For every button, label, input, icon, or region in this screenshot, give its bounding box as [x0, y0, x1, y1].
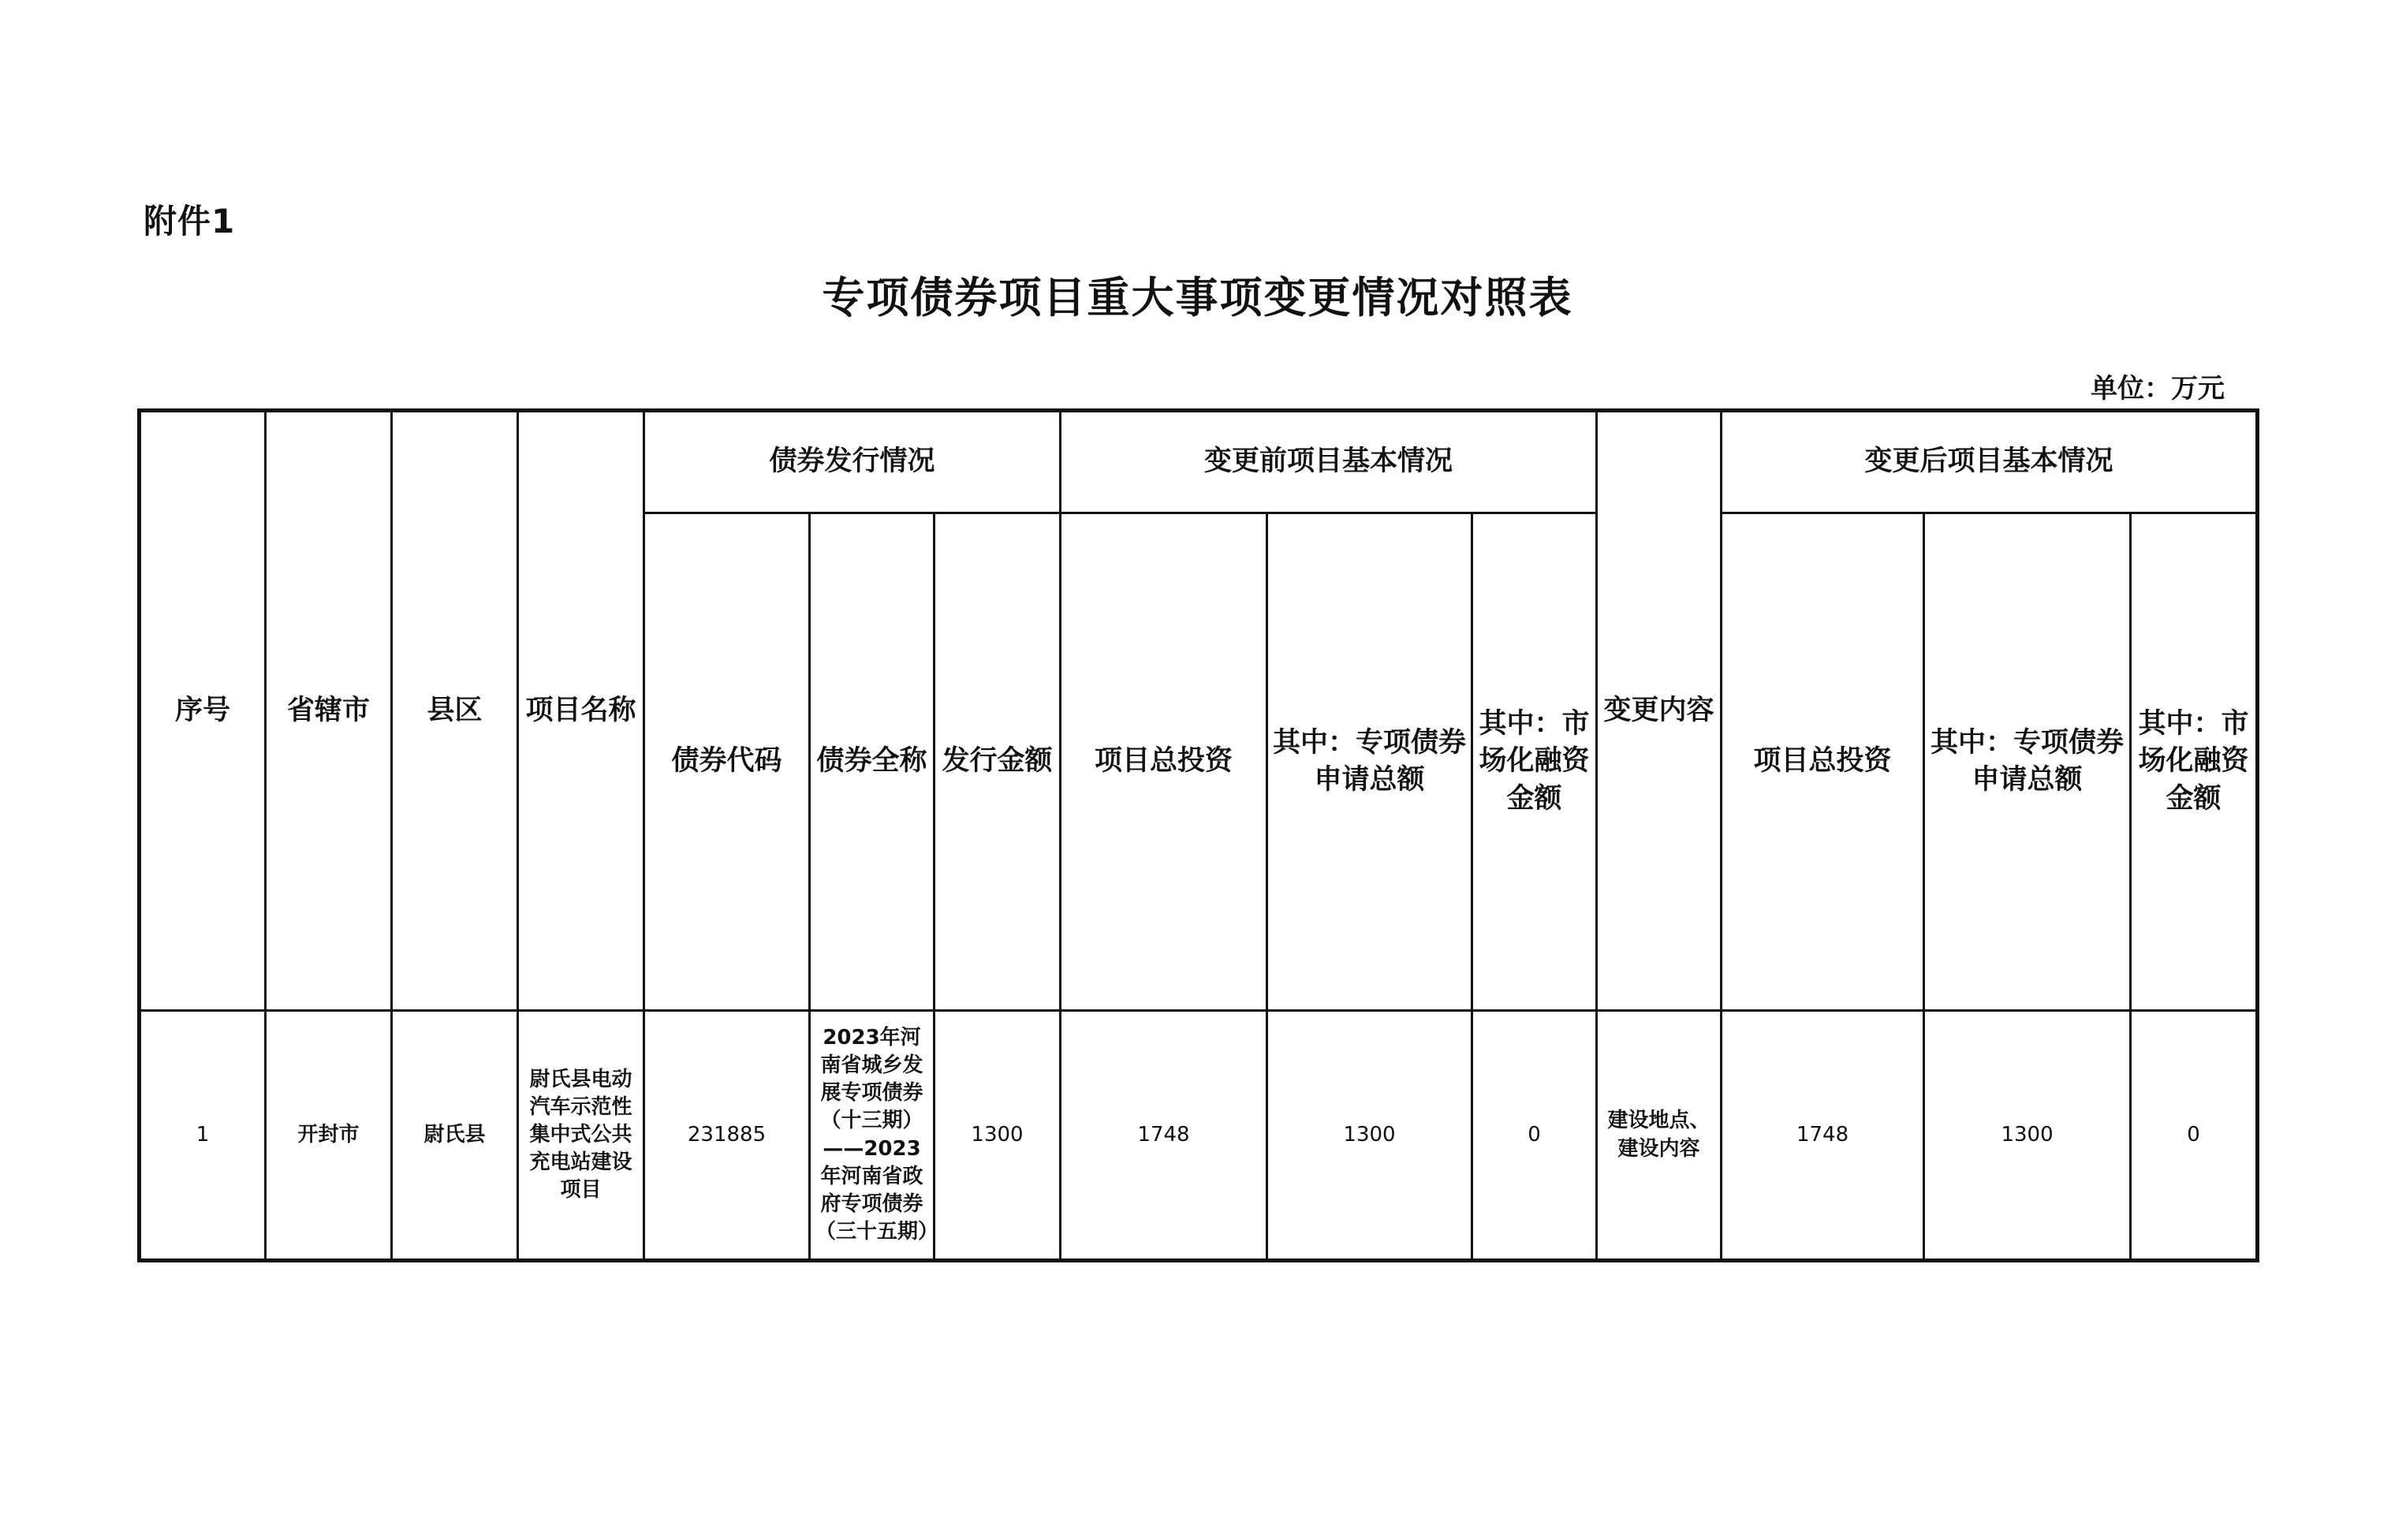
table-row — [140, 1011, 2258, 1261]
header-before-group: 变更前项目基本情况 — [1061, 411, 1597, 513]
cell-bond-code: 231885 — [644, 1011, 810, 1261]
cell-change-content: 建设地点、建设内容 — [1597, 1011, 1722, 1261]
cell-before-total: 1748 — [1061, 1011, 1267, 1261]
header-after-special: 其中：专项债券申请总额 — [1924, 513, 2131, 1011]
cell-bond-full-name: 2023年河南省城乡发展专项债券（十三期）——2023年河南省政府专项债券（三十五期） — [810, 1011, 934, 1261]
header-row-group — [140, 411, 2258, 513]
cell-issue-amount: 1300 — [934, 1011, 1061, 1261]
cell-city: 开封市 — [266, 1011, 392, 1261]
header-before-total: 项目总投资 — [1061, 513, 1267, 1011]
cell-project-name: 尉氏县电动汽车示范性集中式公共充电站建设项目 — [518, 1011, 644, 1261]
header-city: 省辖市 — [266, 411, 392, 1011]
header-after-market: 其中：市场化融资金额 — [2131, 513, 2258, 1011]
attachment-label: 附件1 — [144, 202, 236, 241]
header-change-content: 变更内容 — [1597, 411, 1722, 1011]
document-title: 专项债券项目重大事项变更情况对照表 — [822, 273, 1573, 323]
header-bond-code: 债券代码 — [644, 513, 810, 1011]
header-bond-full-name: 债券全称 — [810, 513, 934, 1011]
header-county: 县区 — [392, 411, 518, 1011]
header-before-special: 其中：专项债券申请总额 — [1267, 513, 1472, 1011]
cell-after-market: 0 — [2131, 1011, 2258, 1261]
header-after-total: 项目总投资 — [1722, 513, 1924, 1011]
cell-seq: 1 — [140, 1011, 266, 1261]
header-bond-group: 债券发行情况 — [644, 411, 1061, 513]
cell-after-total: 1748 — [1722, 1011, 1924, 1261]
header-seq: 序号 — [140, 411, 266, 1011]
change-comparison-table — [137, 408, 2259, 1262]
header-after-group: 变更后项目基本情况 — [1722, 411, 2258, 513]
header-issue-amount: 发行金额 — [934, 513, 1061, 1011]
cell-before-market: 0 — [1472, 1011, 1597, 1261]
cell-county: 尉氏县 — [392, 1011, 518, 1261]
header-before-market: 其中：市场化融资金额 — [1472, 513, 1597, 1011]
cell-after-special: 1300 — [1924, 1011, 2131, 1261]
header-project-name: 项目名称 — [518, 411, 644, 1011]
cell-before-special: 1300 — [1267, 1011, 1472, 1261]
unit-label: 单位：万元 — [2091, 373, 2225, 405]
